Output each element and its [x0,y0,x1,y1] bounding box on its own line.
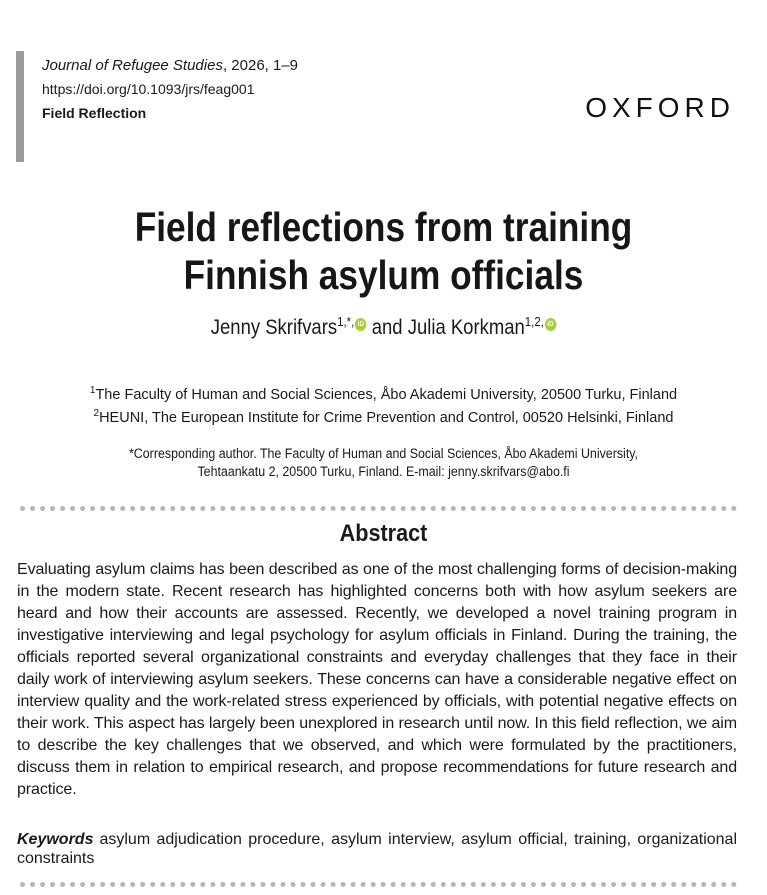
affiliation-number: 2 [93,408,100,419]
journal-citation [42,57,298,74]
journal-name[interactable]: Journal of Refugee Studies [42,57,223,74]
publisher-logo[interactable]: OXFORD [585,92,735,123]
doi-link[interactable]: https://doi.org/10.1093/jrs/feag001 [42,81,255,97]
author-name[interactable]: Jenny Skrifvars [210,316,338,339]
affiliation-text: The Faculty of Human and Social Sciences, Åbo Akademi University, 20500 Turku, Finland [95,386,678,403]
orcid-icon[interactable]: iD [545,318,556,331]
affiliation-number: 1 [89,385,96,396]
affiliation-text: HEUNI, The European Institute for Crime Prevention and Control, 00520 Helsinki, Finland [99,409,674,426]
author-affil-sup: 1,*, [337,314,355,329]
author-joiner: and [366,316,408,339]
article-title: Field reflections from training Finnish asylum officials [134,204,633,298]
divider [20,882,737,887]
author-name[interactable]: Julia Korkman [407,316,525,339]
article-section: Field Reflection [42,105,147,121]
divider [20,506,737,511]
keywords [17,830,737,868]
keywords-label: Keywords [17,831,94,848]
author-list [46,316,721,340]
keywords-list: asylum adjudication procedure, asylum interview, asylum official, training, organizational constraints [17,831,737,867]
abstract-heading: Abstract [339,520,428,547]
orcid-icon[interactable]: iD [355,318,366,331]
affiliation [0,385,767,403]
header-accent-bar [16,51,24,162]
author-affil-sup: 1,2, [524,314,544,329]
journal-volume: , 2026, 1–9 [222,57,299,74]
affiliation [0,408,767,426]
abstract-text: Evaluating asylum claims has been described as one of the most challenging forms of decision-making in the modern state. Recent research has highlighted concerns both with how asylum seekers are heard and how their accounts are assessed. Recently, we developed a novel training program in investigative interviewing and legal psychology for asylum officials in Finland. During the training, the officials reported several organizational constraints and everyday challenges that they face in their daily work of interviewing asylum seekers. These concerns can have a considerable negative effect on interview quality and the work-related stress experienced by officials, with potential negative effects on their work. This aspect has largely been unexplored in research until now. In this field reflection, we aim to describe the key challenges that we observed, and which were formulated by the practitioners, discuss them in relation to empirical research, and propose recommendations for future research and practice. [17,561,737,798]
corresponding-author: *Corresponding author. The Faculty of Human and Social Sciences, Åbo Akademi University, Tehtaankatu 2, 20500 Turku, Finland. E-mail: jenny.skrifvars@abo.fi [128,446,639,479]
